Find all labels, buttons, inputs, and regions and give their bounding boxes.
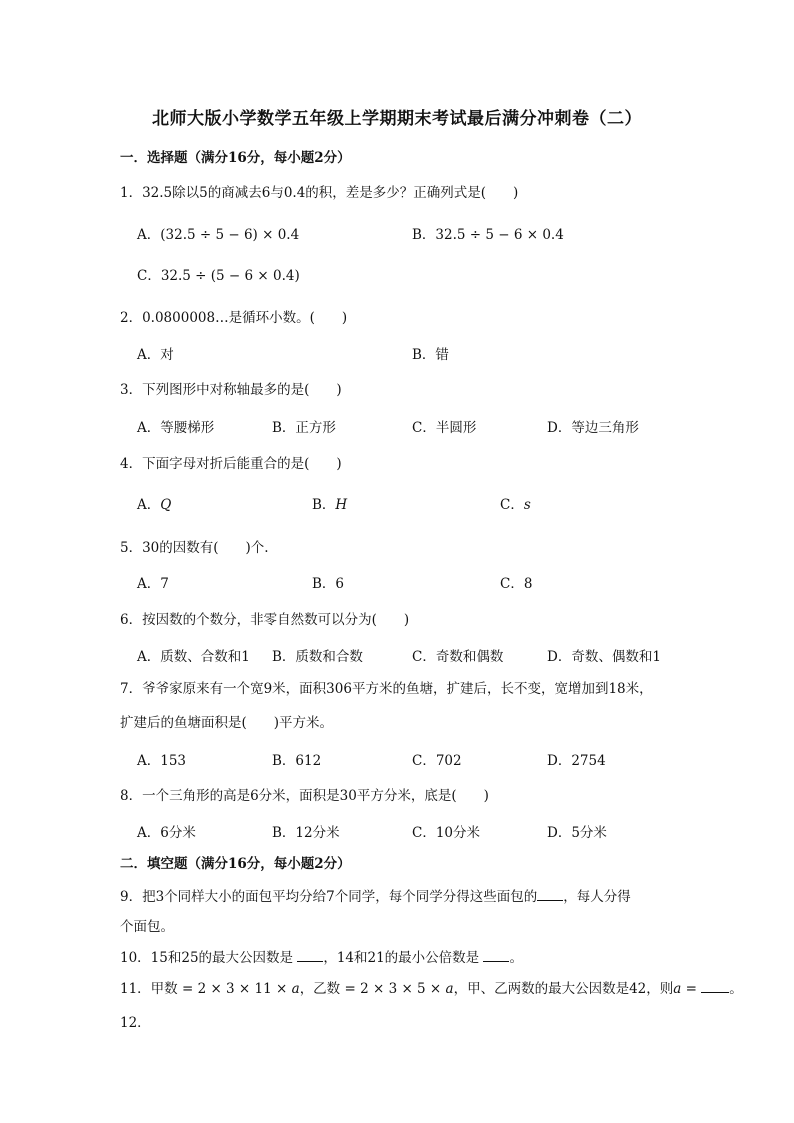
question-2: 2．0.0800008…是循环小数。( ) <box>120 310 348 326</box>
answer-blank[interactable] <box>701 980 729 993</box>
q6-option-d: D．奇数、偶数和1 <box>547 649 661 665</box>
q7-option-c: C．702 <box>412 753 462 769</box>
q4-option-c: C．s <box>500 497 531 513</box>
q7-option-a: A．153 <box>137 753 187 769</box>
question-7-line-2: 扩建后的鱼塘面积是( )平方米。 <box>120 715 334 731</box>
question-12: 12． <box>120 1015 151 1031</box>
q6-option-c: C．奇数和偶数 <box>412 649 504 665</box>
q2-option-b: B．错 <box>412 347 449 363</box>
q5-option-b: B．6 <box>312 576 345 592</box>
question-9-line-1: 9．把3个同样大小的面包平均分给7个同学，每个同学分得这些面包的 ，每人分得 <box>120 889 631 905</box>
q8-option-b: B．12分米 <box>272 825 340 841</box>
q3-option-d: D．等边三角形 <box>547 420 639 436</box>
q8-option-a: A．6分米 <box>137 825 196 841</box>
q4-option-a: A．Q <box>137 497 172 513</box>
q8-option-d: D．5分米 <box>547 825 607 841</box>
answer-blank[interactable] <box>483 949 509 962</box>
q6-option-b: B．质数和合数 <box>272 649 363 665</box>
q6-option-a: A．质数、合数和1 <box>137 649 250 665</box>
q3-option-b: B．正方形 <box>272 420 336 436</box>
section-choice-heading: 一．选择题（满分16分，每小题2分） <box>120 150 351 166</box>
q5-option-a: A．7 <box>137 576 169 592</box>
answer-blank[interactable] <box>537 888 563 901</box>
answer-blank[interactable] <box>297 949 323 962</box>
question-8: 8．一个三角形的高是6分米，面积是30平方分米，底是( ) <box>120 788 489 804</box>
q1-option-b: B．32.5 ÷ 5 − 6 × 0.4 <box>412 227 564 243</box>
page-title: 北师大版小学数学五年级上学期期末考试最后满分冲刺卷（二） <box>152 109 642 129</box>
section-fill-heading: 二．填空题（满分16分，每小题2分） <box>120 856 351 872</box>
q2-option-a: A．对 <box>137 347 174 363</box>
question-1: 1．32.5除以5的商减去6与0.4的积，差是多少？正确列式是( ) <box>120 185 519 201</box>
q1-option-c: C．32.5 ÷ (5 − 6 × 0.4) <box>137 268 300 284</box>
q7-option-b: B．612 <box>272 753 322 769</box>
question-5: 5．30的因数有( )个. <box>120 540 269 556</box>
question-6: 6．按因数的个数分，非零自然数可以分为( ) <box>120 612 410 628</box>
question-7-line-1: 7．爷爷家原来有一个宽9米，面积306平方米的鱼塘，扩建后，长不变，宽增加到18米， <box>120 681 653 697</box>
q8-option-c: C．10分米 <box>412 825 481 841</box>
q5-option-c: C．8 <box>500 576 533 592</box>
q4-option-b: B．H <box>312 497 348 513</box>
question-4: 4．下面字母对折后能重合的是( ) <box>120 456 342 472</box>
q3-option-a: A．等腰梯形 <box>137 420 215 436</box>
q1-option-a: A．(32.5 ÷ 5 − 6) × 0.4 <box>137 227 300 243</box>
question-9-line-2: 个面包。 <box>120 919 174 935</box>
question-3: 3．下列图形中对称轴最多的是( ) <box>120 382 342 398</box>
question-10: 10．15和25的最大公因数是 ，14和21的最小公倍数是 。 <box>120 950 523 966</box>
q7-option-d: D．2754 <box>547 753 606 769</box>
question-11: 11．甲数 = 2 × 3 × 11 × a，乙数 = 2 × 3 × 5 × a，甲、乙两数的最大公因数是42，则a = 。 <box>120 981 743 997</box>
q3-option-c: C．半圆形 <box>412 420 477 436</box>
